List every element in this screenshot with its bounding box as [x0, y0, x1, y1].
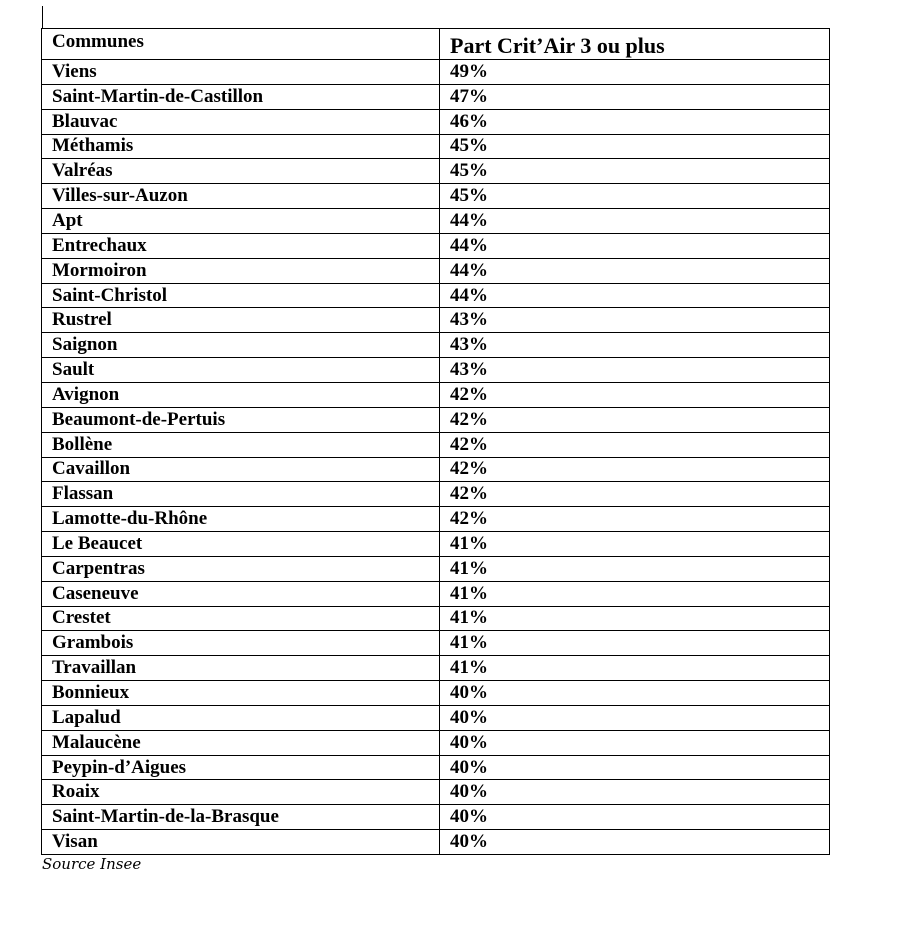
share-cell: 41% — [440, 631, 830, 656]
share-cell: 42% — [440, 507, 830, 532]
table-row — [42, 159, 830, 184]
table-row — [42, 805, 830, 830]
table-row — [42, 830, 830, 855]
table-row — [42, 308, 830, 333]
table-row — [42, 656, 830, 681]
header-part-critair: Part Crit’Air 3 ou plus — [440, 29, 830, 60]
commune-cell: Entrechaux — [42, 233, 440, 258]
table-row — [42, 382, 830, 407]
share-cell: 41% — [440, 656, 830, 681]
share-cell: 42% — [440, 457, 830, 482]
commune-cell: Visan — [42, 830, 440, 855]
share-cell: 49% — [440, 60, 830, 85]
communes-table — [41, 28, 830, 855]
table-row — [42, 184, 830, 209]
table-row — [42, 730, 830, 755]
share-cell: 47% — [440, 84, 830, 109]
share-cell: 40% — [440, 730, 830, 755]
commune-cell: Roaix — [42, 780, 440, 805]
table-row — [42, 134, 830, 159]
table-row — [42, 109, 830, 134]
commune-cell: Le Beaucet — [42, 532, 440, 557]
table-row — [42, 358, 830, 383]
table-row — [42, 532, 830, 557]
commune-cell: Lamotte-du-Rhône — [42, 507, 440, 532]
commune-cell: Bonnieux — [42, 681, 440, 706]
share-cell: 40% — [440, 705, 830, 730]
share-cell: 41% — [440, 581, 830, 606]
commune-cell: Carpentras — [42, 556, 440, 581]
table-row — [42, 333, 830, 358]
share-cell: 43% — [440, 333, 830, 358]
commune-cell: Beaumont-de-Pertuis — [42, 407, 440, 432]
share-cell: 42% — [440, 382, 830, 407]
commune-cell: Caseneuve — [42, 581, 440, 606]
commune-cell: Cavaillon — [42, 457, 440, 482]
share-cell: 44% — [440, 258, 830, 283]
share-cell: 41% — [440, 606, 830, 631]
share-cell: 43% — [440, 358, 830, 383]
commune-cell: Bollène — [42, 432, 440, 457]
text-cursor — [42, 6, 43, 28]
commune-cell: Peypin-d’Aigues — [42, 755, 440, 780]
commune-cell: Valréas — [42, 159, 440, 184]
share-cell: 45% — [440, 134, 830, 159]
share-cell: 45% — [440, 184, 830, 209]
table-row — [42, 556, 830, 581]
share-cell: 41% — [440, 532, 830, 557]
table-row — [42, 681, 830, 706]
commune-cell: Apt — [42, 209, 440, 234]
table-row — [42, 84, 830, 109]
table-row — [42, 705, 830, 730]
share-cell: 43% — [440, 308, 830, 333]
commune-cell: Saint-Christol — [42, 283, 440, 308]
commune-cell: Blauvac — [42, 109, 440, 134]
share-cell: 40% — [440, 805, 830, 830]
header-communes: Communes — [42, 29, 440, 60]
table-row — [42, 780, 830, 805]
share-cell: 44% — [440, 233, 830, 258]
commune-cell: Sault — [42, 358, 440, 383]
commune-cell: Grambois — [42, 631, 440, 656]
table-row — [42, 209, 830, 234]
share-cell: 40% — [440, 681, 830, 706]
commune-cell: Malaucène — [42, 730, 440, 755]
commune-cell: Villes-sur-Auzon — [42, 184, 440, 209]
table-row — [42, 581, 830, 606]
commune-cell: Saint-Martin-de-la-Brasque — [42, 805, 440, 830]
commune-cell: Lapalud — [42, 705, 440, 730]
share-cell: 46% — [440, 109, 830, 134]
commune-cell: Viens — [42, 60, 440, 85]
table-row — [42, 283, 830, 308]
table-body — [42, 60, 830, 855]
share-cell: 40% — [440, 780, 830, 805]
table-row — [42, 755, 830, 780]
table-header-row — [42, 29, 830, 60]
table-row — [42, 432, 830, 457]
share-cell: 44% — [440, 283, 830, 308]
commune-cell: Crestet — [42, 606, 440, 631]
share-cell: 44% — [440, 209, 830, 234]
commune-cell: Flassan — [42, 482, 440, 507]
table-row — [42, 606, 830, 631]
commune-cell: Saignon — [42, 333, 440, 358]
table-row — [42, 482, 830, 507]
share-cell: 40% — [440, 830, 830, 855]
commune-cell: Travaillan — [42, 656, 440, 681]
share-cell: 42% — [440, 407, 830, 432]
source-caption: Source Insee — [42, 855, 142, 873]
commune-cell: Mormoiron — [42, 258, 440, 283]
table-row — [42, 233, 830, 258]
share-cell: 42% — [440, 432, 830, 457]
share-cell: 41% — [440, 556, 830, 581]
commune-cell: Saint-Martin-de-Castillon — [42, 84, 440, 109]
commune-cell: Méthamis — [42, 134, 440, 159]
table-row — [42, 507, 830, 532]
share-cell: 40% — [440, 755, 830, 780]
table-row — [42, 407, 830, 432]
commune-cell: Avignon — [42, 382, 440, 407]
table-row — [42, 258, 830, 283]
table-row — [42, 631, 830, 656]
share-cell: 42% — [440, 482, 830, 507]
table-row — [42, 60, 830, 85]
commune-cell: Rustrel — [42, 308, 440, 333]
share-cell: 45% — [440, 159, 830, 184]
table-row — [42, 457, 830, 482]
